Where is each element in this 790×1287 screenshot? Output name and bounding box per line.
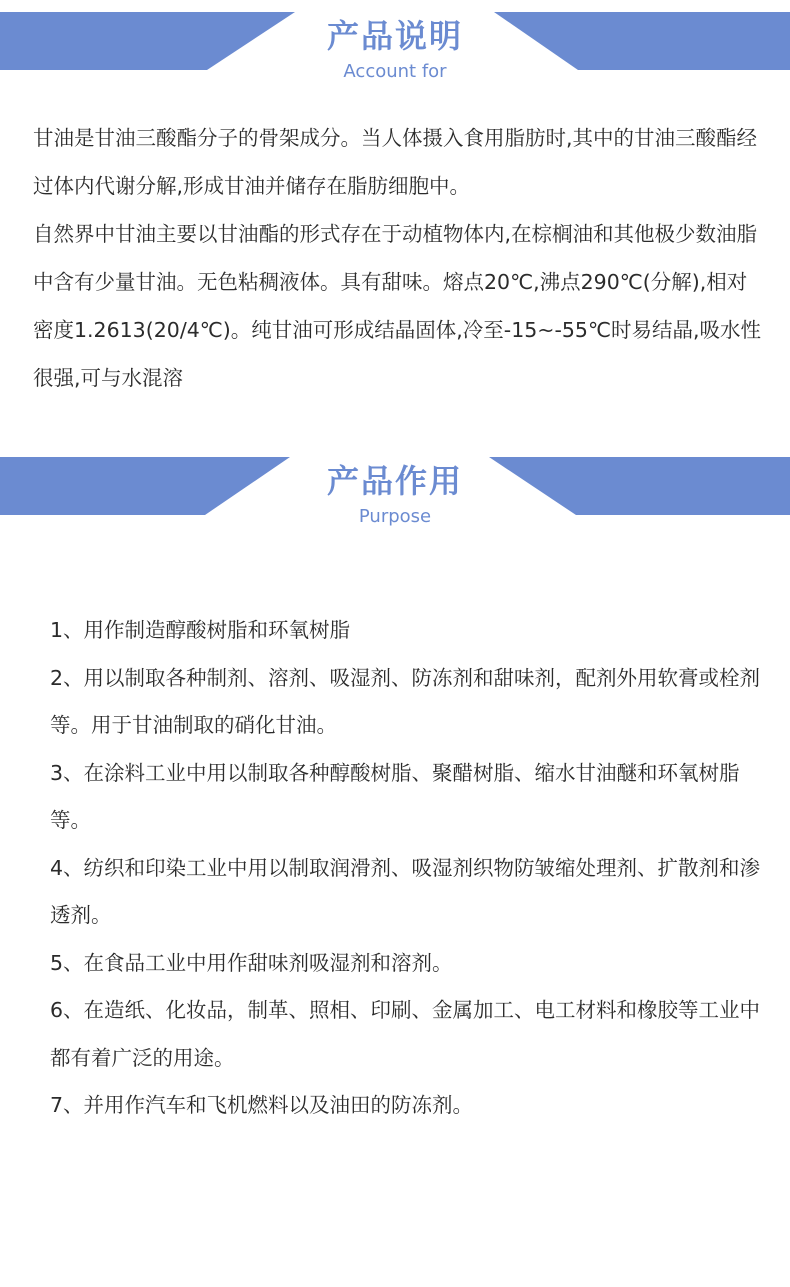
- list-item: 5、在食品工业中用作甜味剂吸湿剂和溶剂。: [50, 950, 453, 975]
- description-paragraph-1: 甘油是甘油三酸酯分子的骨架成分。当人体摄入食用脂肪时,其中的甘油三酸酯经过体内代谢分解,形成甘油并储存在脂肪细胞中。: [33, 126, 758, 198]
- description-paragraph-2: 自然界中甘油主要以甘油酯的形式存在于动植物体内,在棕榈油和其他极少数油脂中含有少量甘油。无色粘稠液体。具有甜味。熔点20℃,沸点290℃(分解),相对密度1.2613(20/4℃)。纯甘油可形成结晶固体,冷至-15~-55℃时易结晶,吸水性很强,可与水混溶: [33, 222, 761, 390]
- list-item: 1、用作制造醇酸树脂和环氧树脂: [50, 618, 351, 642]
- purpose-list: [50, 607, 770, 1130]
- section-title-account: 产品说明: [326, 17, 463, 55]
- list-item: 3、在涂料工业中用以制取各种醇酸树脂、聚醋树脂、缩水甘油醚和环氧树脂等。: [50, 760, 740, 832]
- section-title-purpose: 产品作用: [326, 462, 463, 500]
- list-item: 7、并用作汽车和飞机燃料以及油田的防冻剂。: [50, 1093, 474, 1117]
- list-item: 6、在造纸、化妆品，制革、照相、印刷、金属加工、电工材料和橡胶等工业中都有着广泛的用途。: [50, 998, 761, 1070]
- section-subtitle-account: Account for: [343, 61, 447, 82]
- section-subtitle-purpose: Purpose: [358, 506, 432, 527]
- section-header-purpose: [0, 445, 790, 527]
- section-header-account: [0, 0, 790, 82]
- list-item: 2、用以制取各种制剂、溶剂、吸湿剂、防冻剂和甜味剂，配剂外用软膏或栓剂等。用于甘油制取的硝化甘油。: [50, 665, 761, 737]
- list-item: 4、纺织和印染工业中用以制取润滑剂、吸湿剂织物防皱缩处理剂、扩散剂和渗透剂。: [50, 855, 761, 927]
